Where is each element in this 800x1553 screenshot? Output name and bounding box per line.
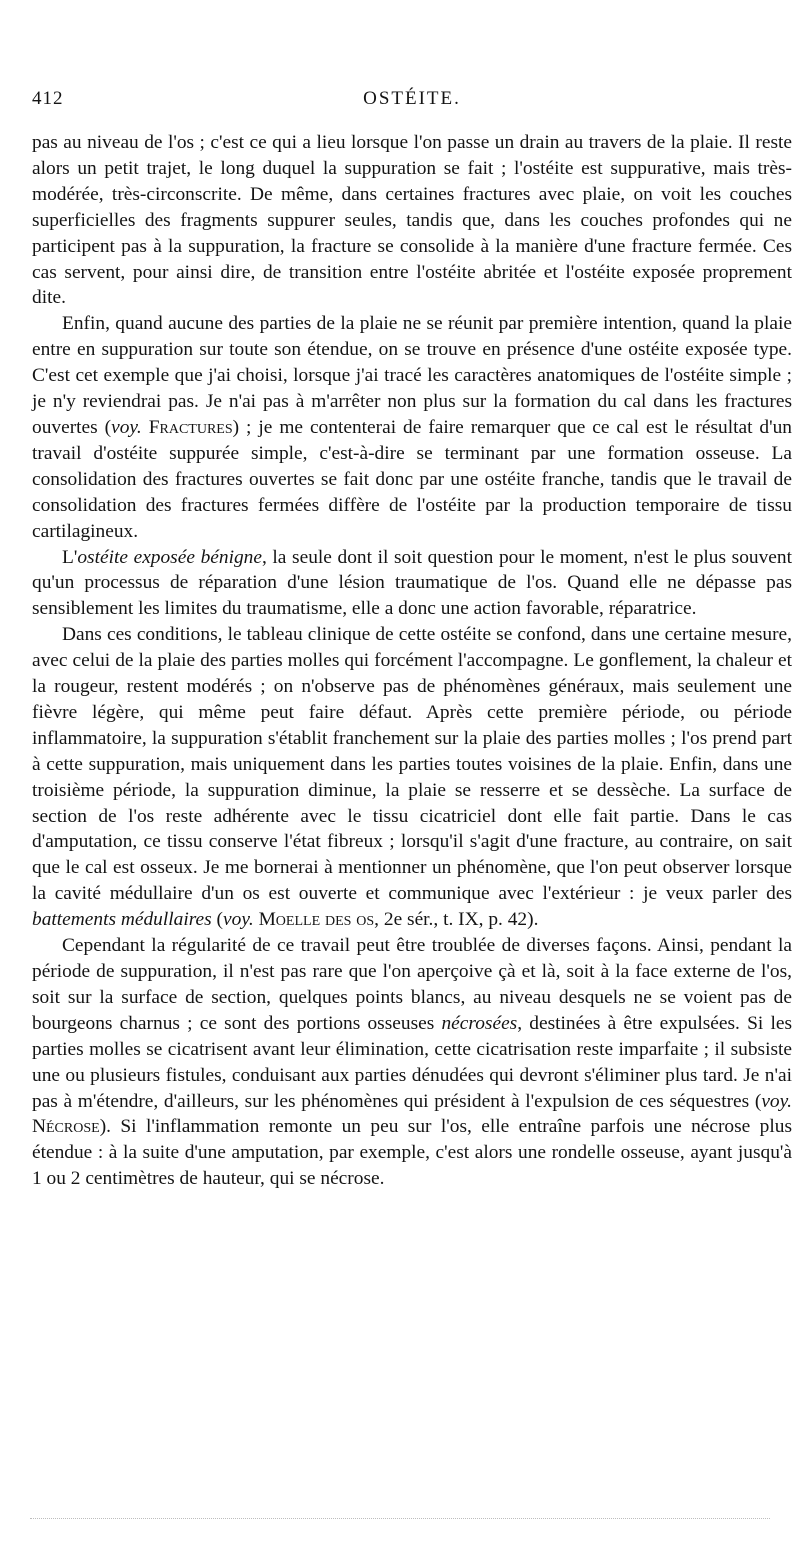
bottom-rule [30, 1518, 770, 1519]
paragraph-2 [32, 311, 792, 544]
text-run: ) ; je me contenterai de faire remarquer que ce cal est le résultat d'un travail d'ostéite suppurée simple, c'est-à-dire se terminant par une formation osseuse. La consolidation des fractures ouvertes se fait donc par une ostéite franche, tandis que le travail de consolidation des fractures fermées diffère de l'ostéite par la production temporaire de tissu cartilagineux. [32, 416, 792, 542]
paragraph-4 [32, 622, 792, 933]
italic-run: battements médullaires [32, 909, 212, 931]
text-run: Dans ces conditions, le tableau clinique de cette ostéite se confond, dans une certaine mesure, avec celui de la plaie des parties molles qui forcément l'accompagne. Le gonflement, la chaleur et la rougeur, restent modérés ; on n'observe pas de phénomènes généraux, mais seulement une fièvre légère, qui même peut faire défaut. Après cette première période, ou période inflammatoire, la suppuration s'établit franchement sur la plaie des parties molles ; l'os prend part à cette suppuration, mais uniquement dans les parties toutes voisines de la plaie. Enfin, dans une troisième période, la suppuration diminue, la plaie se resserre et se dessèche. La surface de section de l'os reste adhérente avec le tissu cicatriciel dont elle fait partie. Dans le cas d'amputation, ce tissu conserve l'état fibreux ; lorsqu'il s'agit d'une fracture, au contraire, on sait que le cal est osseux. Je me bornerai à mentionner un phénomène, que l'on peut observer lorsque la cavité médullaire d'un os est ouverte et communique avec l'extérieur : je veux parler des [32, 624, 792, 905]
text-run: , 2e sér., t. IX, p. 42). [374, 909, 539, 931]
small-caps-run: Fractures [148, 416, 233, 438]
book-page [32, 88, 792, 1192]
text-run: L' [62, 546, 78, 568]
italic-run: voy. [111, 416, 142, 438]
page-header [32, 88, 792, 128]
italic-run: ostéite exposée bénigne [77, 546, 262, 568]
text-run: pas au niveau de l'os ; c'est ce qui a lieu lorsque l'on passe un drain au travers de la plaie. Il reste alors un petit trajet, le long duquel la suppuration se fait ; l'ostéite est suppurative, mais très-modérée, très-circonscrite. De même, dans certaines fractures avec plaie, on voit les couches superficielles des fragments suppurer seules, tandis que, dans les couches profondes qui ne participent pas à la suppuration, la fracture se consolide à la manière d'une fracture fermée. Ces cas servent, pour ainsi dire, de transition entre l'ostéite abritée et l'ostéite exposée proprement dite. [32, 132, 792, 309]
paragraph-5 [32, 933, 792, 1192]
italic-run: voy. [223, 909, 254, 931]
text-run [142, 417, 149, 438]
italic-run: nécrosées [441, 1012, 518, 1034]
paragraph-1 [32, 130, 792, 311]
body-text [32, 130, 792, 1192]
small-caps-run: Nécrose [32, 1116, 100, 1138]
small-caps-run: Moelle des os [258, 909, 375, 931]
text-run: , la seule dont il soit question pour le moment, n'est le plus souvent qu'un processus de réparation d'une lésion traumatique de l'os. Quand elle ne dépasse pas sensiblement les limites du traumatisme, elle a donc une action favorable, réparatrice. [32, 546, 792, 620]
text-run: Cependant la régularité de ce travail peut être troublée de diverses façons. Ainsi, pendant la période de suppuration, il n'est pas rare que l'on aperçoive çà et là, soit à la face externe de l'os, soit sur la surface de section, quelques points blancs, au niveau desquels ne se voient pas de bourgeons charnus ; ce sont des portions osseuses [32, 935, 792, 1034]
italic-run: voy. [761, 1090, 792, 1112]
page-number: 412 [32, 88, 64, 109]
paragraph-3 [32, 545, 792, 623]
text-run: ( [211, 909, 224, 931]
text-run: ). Si l'inflammation remonte un peu sur l'os, elle entraîne parfois une nécrose plus étendue : à la suite d'une amputation, par exemple, c'est alors une rondelle osseuse, ayant jusqu'à 1 ou 2 centimètres de hauteur, qui se nécrose. [32, 1116, 792, 1190]
running-title: OSTÉITE. [363, 88, 461, 109]
text-run: Enfin, quand aucune des parties de la plaie ne se réunit par première intention, quand la plaie entre en suppuration sur toute son étendue, on se trouve en présence d'une ostéite exposée type. C'est cet exemple que j'ai choisi, lorsque j'ai tracé les caractères anatomiques de l'ostéite simple ; je n'y reviendrai pas. Je n'ai pas à m'arrêter non plus sur la formation du cal dans les fractures ouvertes ( [32, 313, 792, 438]
text-run: , destinées à être expulsées. Si les parties molles se cicatrisent avant leur élimination, cette cicatrisation reste imparfaite ; il subsiste une ou plusieurs fistules, conduisant aux parties dénudées qui devront s'éliminer plus tard. Je n'ai pas à m'étendre, d'ailleurs, sur les phénomènes qui président à l'expulsion de ces séquestres ( [32, 1012, 792, 1112]
